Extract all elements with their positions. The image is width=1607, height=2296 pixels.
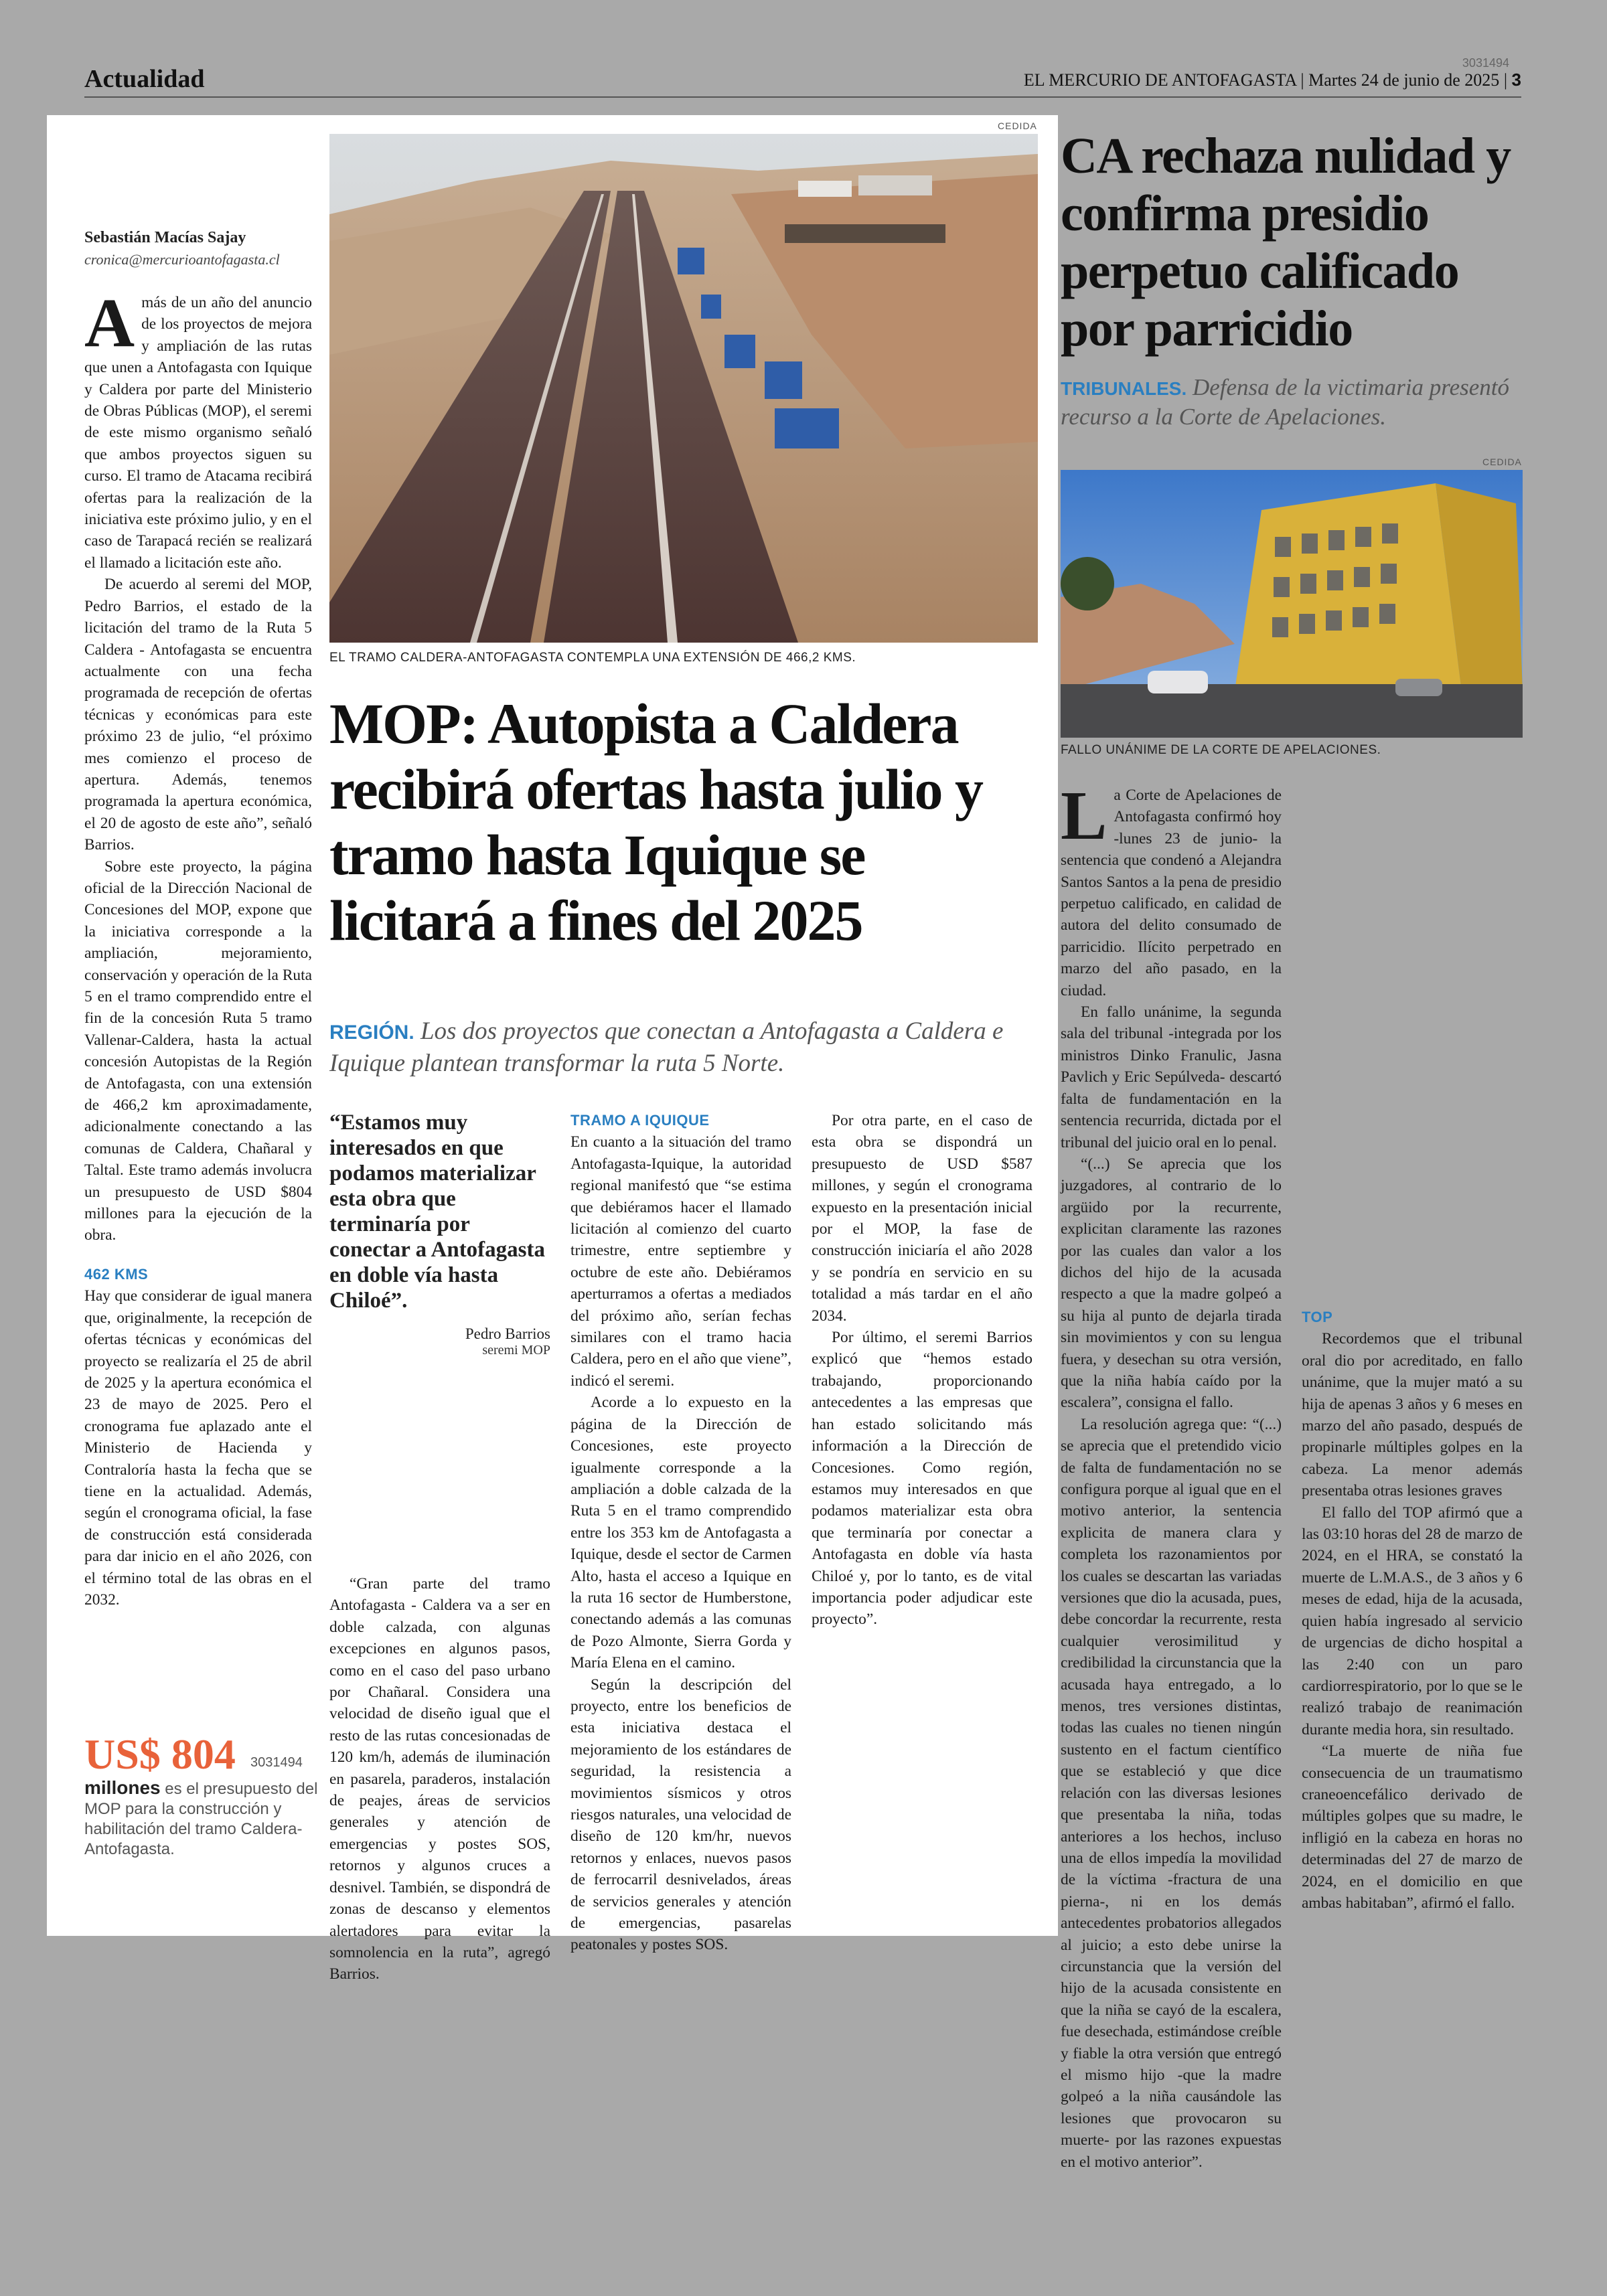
paragraph: Acorde a lo expuesto en la página de la Dirección de Concesiones, este proyecto igualmente corresponde a la ampliación a doble calzada de la Ruta 5 en el tramo comprendido entre los 353 km de Antofagasta a Iquique, desde el sector de Carmen Alto, hasta el acceso a Iquique en la ruta 16 sector de Humberstone, conectando además a las comunas de Pozo Almonte, Sierra Gorda y María Elena en el camino. — [570, 1394, 791, 1672]
side-kicker-tag: TRIBUNALES. — [1061, 378, 1187, 399]
main-column-2 — [329, 1573, 550, 1985]
paragraph: Recordemos que el tribunal oral dio por acreditado, en fallo unánime, que la mujer mató a su hija de apenas 3 años y 6 meses en marzo del año pasado, después de propinarle múltiples golpes en la cabeza. La menor además presentaba otras lesiones graves — [1302, 1330, 1523, 1500]
paragraph: “Gran parte del tramo Antofagasta - Caldera va a ser en doble calzada, con algunas excepciones en algunos pasos, como en el caso del paso urbano por Chañaral. Considera una velocidad de diseño igual que el resto de las rutas concesionadas de 120 km/h, además de iluminación en pasarela, paraderos, instalación de peajes, áreas de servicios generales y atención de emergencias y postes SOS, retornos y algunos cruces a desnivel. También, se dispondrá de zonas de descanso y elementos alertadores para evitar la somnolencia en la ruta”, agregó Barrios. — [329, 1575, 550, 1983]
quote-text: “Estamos muy interesados en que podamos materializar esta obra que terminaría por conectar a Antofagasta en doble vía hasta Chiloé”. — [329, 1111, 546, 1313]
side-photo-credit: CEDIDA — [1482, 457, 1522, 467]
paragraph: Hay que considerar de igual manera que, originalmente, la recepción de ofertas técnicas y económicas del proyecto se realizaría el 25 de abril de 2025 y la apertura económica el 23 de mayo de 2025. Pero el cronograma fue aplazado ante el Ministerio de Hacienda y Contraloría hasta la fecha que se tiene en la actualidad. Además, según el cronograma oficial, la fase de construcción está considerada para dar inicio en el año 2026, con el término total de las obras en el 2032. — [84, 1287, 312, 1609]
page-code: 3031494 — [1462, 56, 1509, 70]
subhead: TRAMO A IQUIQUE — [570, 1112, 710, 1129]
paragraph: En cuanto a la situación del tramo Antofagasta-Iquique, la autoridad regional manifestó que “se estima que debiéramos hacer el llamado licitación al comienzo del cuarto trimestre, entre septiembre y octubre de este año. Debiéramos aperturramos a ofertas a mediados del próximo año, serían fechas similares con el tramo hacia Caldera, pero en el año que viene”, indicó el seremi. — [570, 1133, 791, 1390]
kicker-tag: REGIÓN. — [329, 1021, 414, 1044]
side-photo-caption: FALLO UNÁNIME DE LA CORTE DE APELACIONES. — [1061, 743, 1381, 757]
paragraph: Sobre este proyecto, la página oficial de la Dirección Nacional de Concesiones del MOP, expone que la iniciativa corresponde a la ampliación, mejoramiento, conservación y operación de la Ruta 5 en el tramo comprendido entre el fin de la concesión Ruta 5 tramo Vallenar-Caldera, hasta la actual concesión Autopistas de la Región de Antofagasta, con una extensión de 466,2 km aproximadamente, adicionalmente conectando a las comunas de Caldera, Chañaral y Taltal. Este tramo además involucra un presupuesto de USD $804 millones para la ejecución de la obra. — [84, 857, 312, 1244]
quote-role: seremi MOP — [482, 1343, 550, 1358]
highway-photo — [329, 134, 1038, 643]
pull-quote — [329, 1110, 550, 1358]
side-column-1 — [1061, 777, 1282, 2173]
side-column-2 — [1302, 1307, 1523, 1914]
section-label: Actualidad — [84, 65, 205, 93]
byline — [84, 229, 312, 268]
main-headline: MOP: Autopista a Caldera recibirá ofertas hasta julio y tramo hasta Iquique se licitará a fines del 2025 — [329, 691, 983, 953]
paragraph: “La muerte de niña fue consecuencia de un traumatismo craneoencefálico derivado de múltiples golpes que su madre, le infligió en la cabeza en horas no determinadas del 27 de marzo de 2024, en el domicilio en que ambas habitaban”, afirmó el fallo. — [1302, 1742, 1523, 1912]
author-name: Sebastián Macías Sajay — [84, 229, 246, 246]
side-kicker-text: Defensa de la victimaria presentó recurso a la Corte de Apelaciones. — [1061, 374, 1510, 430]
paragraph: Amás de un año del anuncio de los proyectos de mejora y ampliación de las rutas que unen a Antofagasta con Iquique y Caldera por parte del Ministerio de Obras Públicas (MOP), el seremi de este mismo organismo señaló que ambos proyectos siguen su curso. El tramo de Atacama recibirá ofertas para la realización de la iniciativa este próximo julio, y en el caso de Tarapacá recién se realizará el llamado a licitación este año. — [84, 284, 312, 572]
fact-code: 3031494 — [250, 1755, 303, 1770]
issue-date: Martes 24 de junio de 2025 — [1308, 70, 1500, 90]
author-email: cronica@mercurioantofagasta.cl — [84, 251, 280, 268]
main-column-1 — [84, 284, 312, 1611]
photo-caption: EL TRAMO CALDERA-ANTOFAGASTA CONTEMPLA UNA EXTENSIÓN DE 466,2 KMS. — [329, 651, 856, 665]
court-photo-image — [1061, 470, 1523, 738]
drop-cap: L — [1061, 777, 1107, 854]
main-article — [47, 115, 1058, 1983]
drop-cap: A — [84, 284, 135, 361]
subhead: TOP — [1302, 1309, 1333, 1325]
main-column-3 — [570, 1110, 791, 1956]
fact-value: US$ 804 — [84, 1730, 236, 1778]
paragraph: La Corte de Apelaciones de Antofagasta confirmó hoy -lunes 23 de junio- la sentencia que condenó a Alejandra Santos Santos a la pena de presidio perpetuo calificado, en calidad de autora del delito consumado de parricidio. Ilícito perpetrado en marzo del año pasado, en la ciudad. — [1061, 777, 1282, 999]
paragraph: El fallo del TOP afirmó que a las 03:10 horas del 28 de marzo de 2024, en el HRA, se constató la muerte de L.M.A.S., de 3 años y 6 meses de edad, hija de la acusada, quien había ingresado al servicio de urgencias de dicho hospital a las 2:40 con un paro cardiorrespiratorio, por lo que se le realizó trabajo de reanimación durante media hora, sin resultado. — [1302, 1503, 1523, 1738]
newspaper-name: EL MERCURIO DE ANTOFAGASTA — [1023, 70, 1296, 90]
side-article — [1058, 115, 1533, 2171]
subhead: 462 KMS — [84, 1265, 149, 1283]
page-number: 3 — [1511, 70, 1521, 90]
paragraph: De acuerdo al seremi del MOP, Pedro Barrios, el estado de la licitación del tramo de la Ruta 5 Caldera - Antofagasta se encuentra actualmente con una fecha programada de recepción de ofertas técnicas y económicas para este próximo 23 de julio, “el próximo mes comienzo el proceso de apertura. Además, tenemos programada la apertura económica, el 20 de agosto de este año”, señaló Barrios. — [84, 576, 312, 854]
masthead: EL MERCURIO DE ANTOFAGASTA | Martes 24 de junio de 2025 | 3 — [1023, 70, 1521, 90]
main-kicker — [329, 1016, 1039, 1079]
main-column-4 — [812, 1110, 1032, 1631]
fact-box — [84, 1731, 325, 1860]
page-header — [84, 56, 1521, 98]
fact-unit: millones — [84, 1777, 161, 1798]
paragraph: La resolución agrega que: “(...) se aprecia que el pretendido vicio de falta de fundamentación no se configura porque al igual que en el motivo anterior, la sentencia explicita de manera clara y completa los razonamientos por los cuales se descartan las variadas versiones que dio la acusada, pues, debe concordar la recurrente, resta cualquier verosimilitud y credibilidad la circunstancia que la acusada haya entregado, a lo menos, tres versiones distintas, todas las cuales no tienen ningún sustento en el factum científico que se estableció y que dice relación con las diversas lesiones que presentaba la niña, todas anteriores a los hechos, incluso una de ellos impedía la movilidad de la víctima -fractura de una pierna-, ni en los demás antecedentes probatorios allegados al juicio; a esto debe unirse la circunstancia que la versión del hijo de la acusada consistente en que la niña se cayó de la escalera, fue desechada, estimándose creíble y fiable la otra versión que entregó el mismo hijo -que la madre golpeó a la niña causándole las lesiones que provocaron su muerte- por las razones expuestas en el motivo anterior”. — [1061, 1415, 1282, 2171]
paragraph: Por otra parte, en el caso de esta obra se dispondrá un presupuesto de USD $587 millones, y según el cronograma expuesto en la presentación inicial por el MOP, la fase de construcción iniciaría el año 2028 y se pondría en servicio en su totalidad a más tardar en el año 2034. — [812, 1112, 1032, 1325]
highway-photo-image — [329, 134, 1038, 643]
kicker-text: Los dos proyectos que conectan a Antofagasta a Caldera e Iquique plantean transformar la ruta 5 Norte. — [329, 1017, 1004, 1077]
photo-credit: CEDIDA — [998, 120, 1037, 131]
paragraph: Por último, el seremi Barrios explicó que “hemos estado trabajando, proporcionando antecedentes a las empresas que han estado solicitando más información a la Dirección de Concesiones. Como región, estamos muy interesados en que podamos materializar esta obra que terminaría por conectar a Antofagasta en doble vía hasta Chiloé y, por lo tanto, es de vital importancia poder adjudicar este proyecto”. — [812, 1329, 1032, 1629]
paragraph: Según la descripción del proyecto, entre los beneficios de esta iniciativa destaca el mejoramiento de los estándares de seguridad, la resistencia a movimientos sísmicos y otros riesgos naturales, una velocidad de diseño de 120 km/hr, nuevos retornos y enlaces, nuevos pasos de ferrocarril desnivelados, áreas de servicios generales y atención de emergencias, pasarelas peatonales y postes SOS. — [570, 1675, 791, 1954]
paragraph: En fallo unánime, la segunda sala del tribunal -integrada por los ministros Dinko Franulic, Jasna Pavlich y Eric Sepúlveda- descartó falta de fundamentación en la sentencia recurrida, dictada por el tribunal del juicio oral en lo penal. — [1061, 1003, 1282, 1151]
paragraph: “(...) Se aprecia que los juzgadores, al contrario de lo argüido por la recurrente, explicitan claramente las razones por las cuales dan valor a los dichos del hijo de la acusada respecto a que la madre golpeó a su hija al punto de dejarla tirada sin movimientos y con su lengua fuera, y desechan su otra versión, que la niña había caído por la escalera”, consigna el fallo. — [1061, 1155, 1282, 1412]
fact-description: millones es el presupuesto del MOP para la construcción y habilitación del tramo Caldera-Antofagasta. — [84, 1777, 318, 1858]
quote-author: Pedro Barrios — [465, 1325, 550, 1342]
side-kicker — [1061, 374, 1523, 431]
side-headline: CA rechaza nulidad y confirma presidio perpetuo calificado por parricidio — [1061, 128, 1511, 357]
court-photo — [1061, 470, 1523, 738]
